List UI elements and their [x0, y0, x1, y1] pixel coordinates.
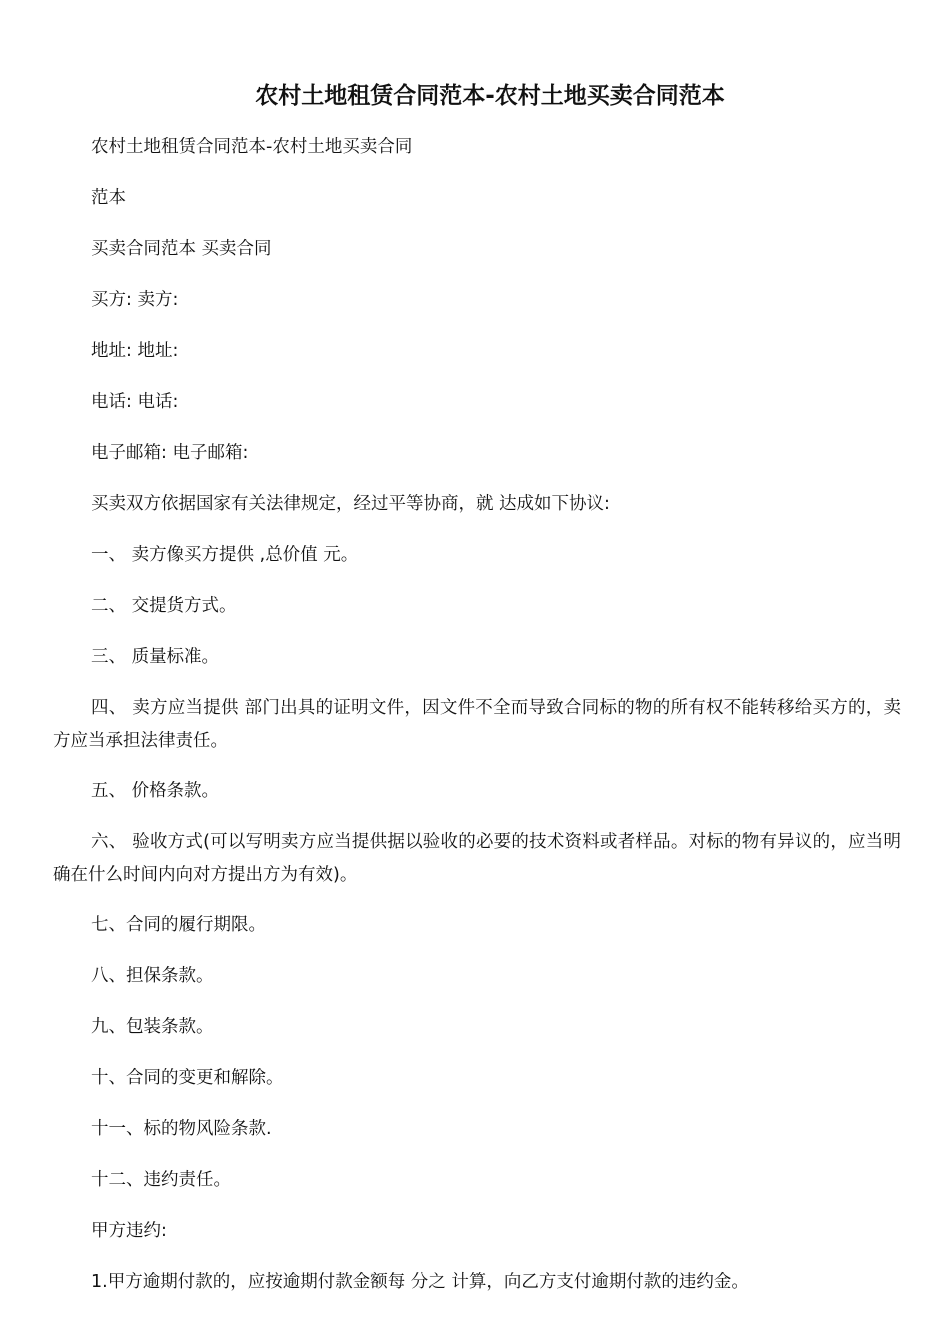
- clause-11: 十一、标的物风险条款.: [91, 1119, 272, 1139]
- clause-10: 十、合同的变更和解除。: [91, 1068, 284, 1088]
- paragraph-contract-heading: 买卖合同范本 买卖合同: [91, 239, 272, 259]
- clause-12: 十二、违约责任。: [91, 1170, 231, 1190]
- clause-1: 一、 卖方像买方提供 ,总价值 元。: [91, 545, 359, 565]
- paragraph-breach-item-1: 1.甲方逾期付款的，应按逾期付款金额每 分之 计算，向乙方支付逾期付款的违约金。: [91, 1272, 749, 1292]
- paragraph-parties: 买方: 卖方:: [91, 290, 179, 310]
- clause-7: 七、合同的履行期限。: [91, 915, 266, 935]
- paragraph-subtitle: 农村土地租赁合同范本-农村土地买卖合同: [91, 137, 413, 157]
- paragraph-subtitle-cont: 范本: [91, 188, 126, 208]
- clause-2: 二、 交提货方式。: [91, 596, 237, 616]
- paragraph-preamble: 买卖双方依据国家有关法律规定，经过平等协商，就 达成如下协议:: [91, 494, 610, 514]
- paragraph-address: 地址: 地址:: [91, 341, 179, 361]
- paragraph-phone: 电话: 电话:: [91, 392, 179, 412]
- clause-5: 五、 价格条款。: [91, 781, 220, 801]
- clause-3: 三、 质量标准。: [91, 647, 220, 667]
- clause-9: 九、包装条款。: [91, 1017, 214, 1037]
- clause-6: 六、 验收方式(可以写明卖方应当提供据以验收的必要的技术资料或者样品。对标的物有异议的，应当明确在什么时间内向对方提出方为有效)。: [53, 832, 901, 885]
- clause-8: 八、担保条款。: [91, 966, 214, 986]
- paragraph-party-a-breach: 甲方违约:: [91, 1221, 167, 1241]
- paragraph-email: 电子邮箱: 电子邮箱:: [91, 443, 249, 463]
- clause-4: 四、 卖方应当提供 部门出具的证明文件，因文件不全而导致合同标的物的所有权不能转移给买方的，卖方应当承担法律责任。: [53, 698, 901, 751]
- document-title: 农村土地租赁合同范本-农村土地买卖合同范本: [255, 83, 725, 109]
